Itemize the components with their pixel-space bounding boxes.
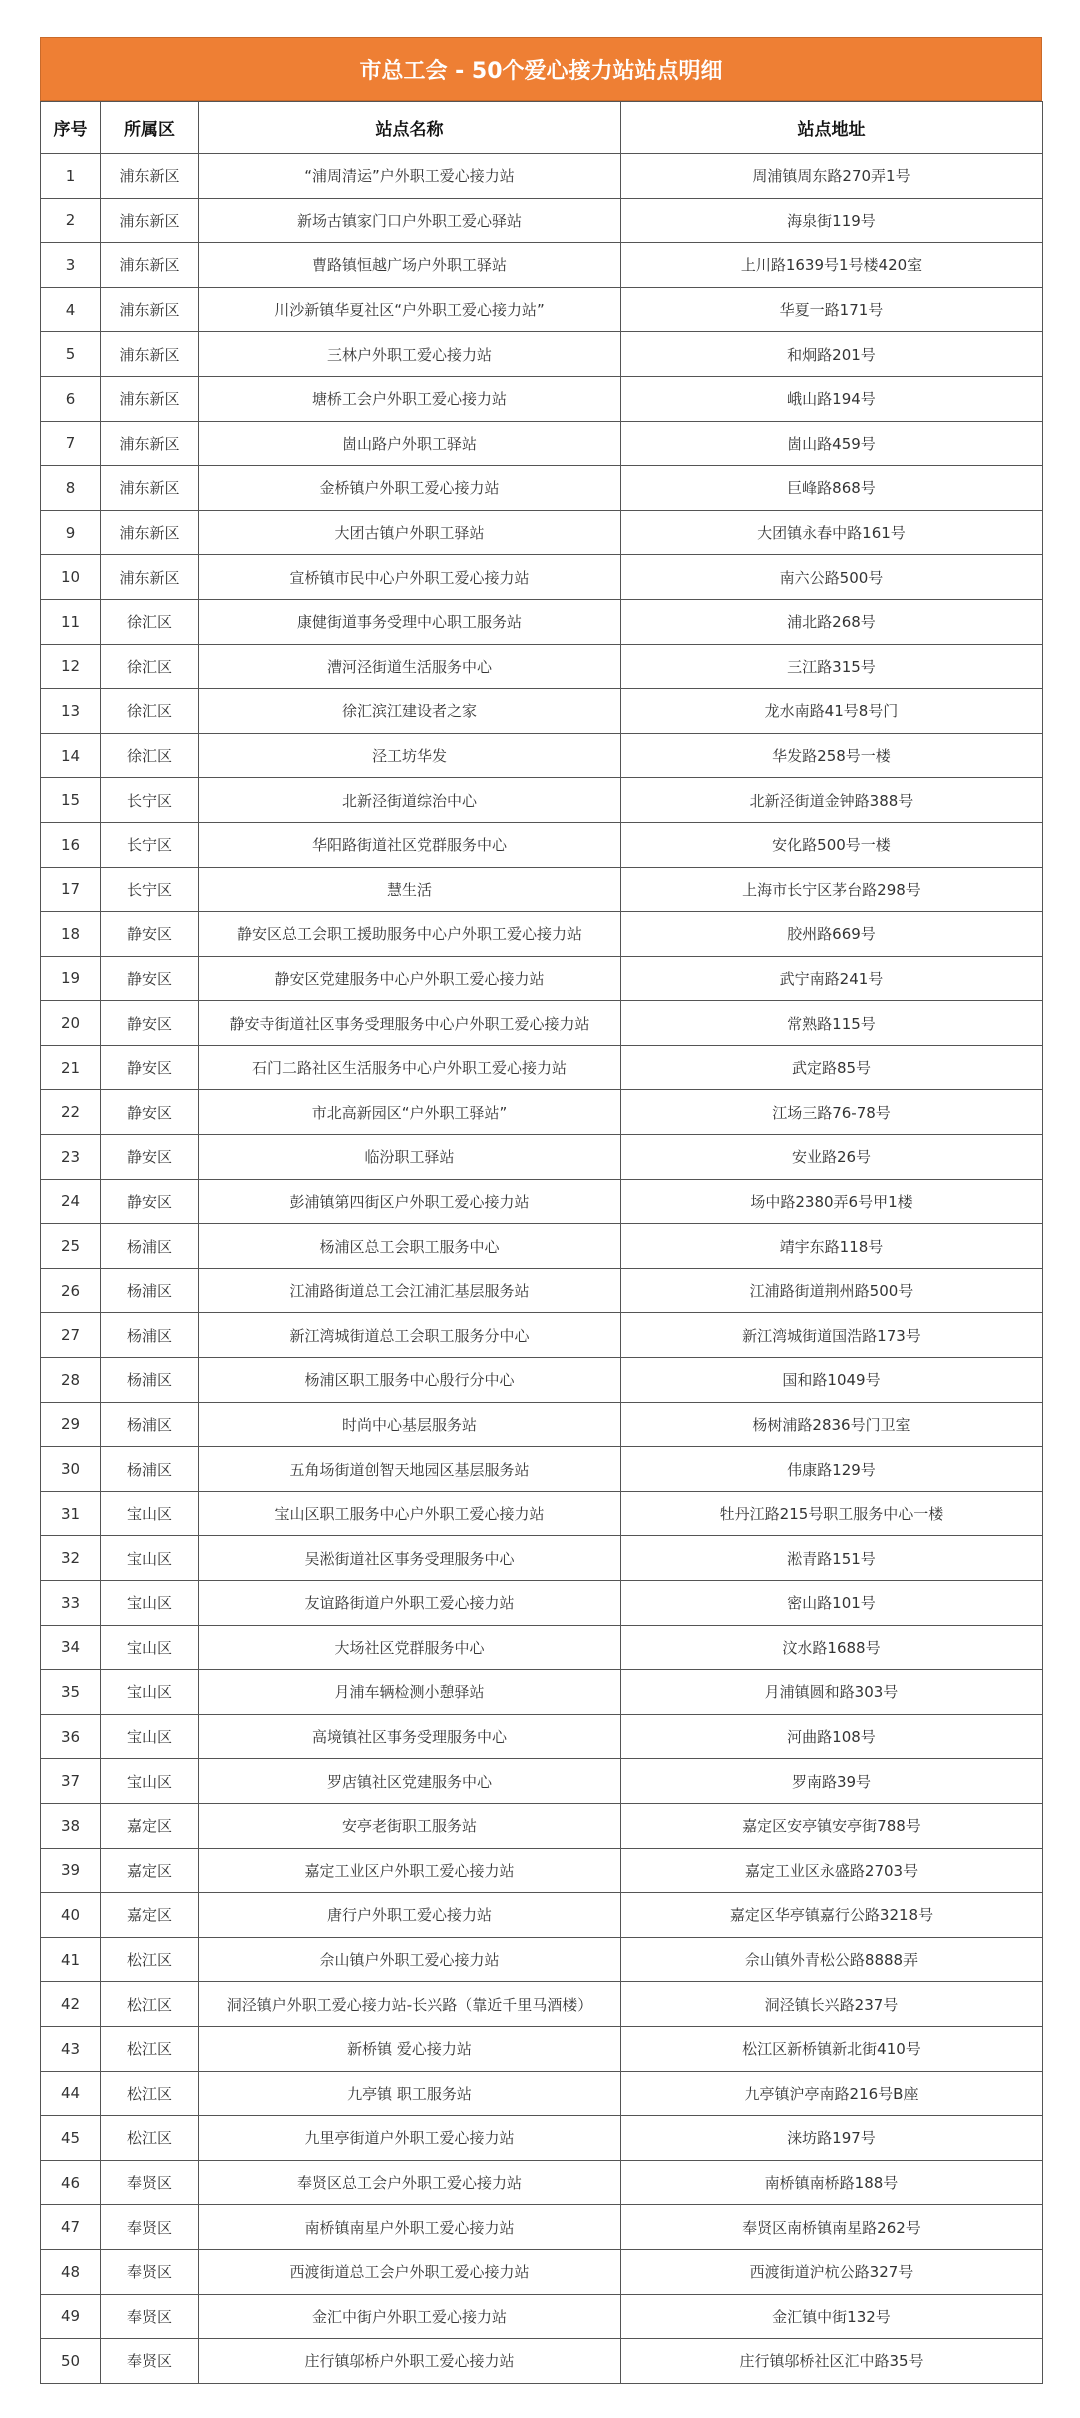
header-row (41, 102, 1043, 154)
row-station-name: 徐汇滨江建设者之家 (199, 689, 621, 734)
row-index: 7 (41, 421, 101, 466)
row-index: 23 (41, 1135, 101, 1180)
row-station-name: 时尚中心基层服务站 (199, 1402, 621, 1447)
row-district: 宝山区 (101, 1670, 199, 1715)
row-district: 嘉定区 (101, 1848, 199, 1893)
row-station-address: 汶水路1688号 (621, 1625, 1043, 1670)
row-district: 静安区 (101, 912, 199, 957)
row-station-name: 洞泾镇户外职工爱心接力站-长兴路（靠近千里马酒楼） (199, 1982, 621, 2027)
row-station-name: 彭浦镇第四街区户外职工爱心接力站 (199, 1179, 621, 1224)
row-station-name: 新桥镇 爱心接力站 (199, 2026, 621, 2071)
row-district: 宝山区 (101, 1491, 199, 1536)
row-index: 24 (41, 1179, 101, 1224)
row-district: 宝山区 (101, 1536, 199, 1581)
row-station-address: 三江路315号 (621, 644, 1043, 689)
row-station-name: 高境镇社区事务受理服务中心 (199, 1714, 621, 1759)
row-index: 27 (41, 1313, 101, 1358)
row-station-name: 庄行镇邬桥户外职工爱心接力站 (199, 2339, 621, 2384)
table-row (41, 778, 1043, 823)
row-district: 浦东新区 (101, 154, 199, 199)
row-station-address: 场中路2380弄6号甲1楼 (621, 1179, 1043, 1224)
row-station-name: 杨浦区职工服务中心殷行分中心 (199, 1358, 621, 1403)
row-station-address: 庄行镇邬桥社区汇中路35号 (621, 2339, 1043, 2384)
header-district: 所属区 (101, 102, 199, 154)
row-index: 21 (41, 1045, 101, 1090)
row-index: 16 (41, 822, 101, 867)
table-row (41, 1358, 1043, 1403)
row-district: 长宁区 (101, 778, 199, 823)
row-district: 宝山区 (101, 1581, 199, 1626)
row-index: 6 (41, 376, 101, 421)
table-row (41, 510, 1043, 555)
table-row (41, 1536, 1043, 1581)
row-station-name: 唐行户外职工爱心接力站 (199, 1893, 621, 1938)
row-station-name: 五角场街道创智天地园区基层服务站 (199, 1447, 621, 1492)
row-station-address: 崮山路459号 (621, 421, 1043, 466)
row-station-name: 大团古镇户外职工驿站 (199, 510, 621, 555)
row-station-name: 佘山镇户外职工爱心接力站 (199, 1937, 621, 1982)
row-index: 18 (41, 912, 101, 957)
table-row (41, 1803, 1043, 1848)
table-body (41, 154, 1043, 2384)
table-row (41, 1714, 1043, 1759)
row-station-address: 和炯路201号 (621, 332, 1043, 377)
row-index: 29 (41, 1402, 101, 1447)
row-station-name: 市北高新园区“户外职工驿站” (199, 1090, 621, 1135)
row-station-address: 浦北路268号 (621, 599, 1043, 644)
row-district: 长宁区 (101, 867, 199, 912)
table-row (41, 243, 1043, 288)
row-index: 26 (41, 1268, 101, 1313)
row-district: 奉贤区 (101, 2294, 199, 2339)
table-row (41, 2116, 1043, 2161)
row-index: 34 (41, 1625, 101, 1670)
row-station-address: 密山路101号 (621, 1581, 1043, 1626)
table-row (41, 1625, 1043, 1670)
row-index: 45 (41, 2116, 101, 2161)
table-row (41, 2339, 1043, 2384)
row-station-address: 嘉定区安亭镇安亭街788号 (621, 1803, 1043, 1848)
row-station-address: 月浦镇圆和路303号 (621, 1670, 1043, 1715)
table-row (41, 332, 1043, 377)
row-station-address: 佘山镇外青松公路8888弄 (621, 1937, 1043, 1982)
row-station-address: 涞坊路197号 (621, 2116, 1043, 2161)
row-station-address: 靖宇东路118号 (621, 1224, 1043, 1269)
table-row (41, 198, 1043, 243)
row-station-name: 友谊路街道户外职工爱心接力站 (199, 1581, 621, 1626)
header-name: 站点名称 (199, 102, 621, 154)
row-station-address: 伟康路129号 (621, 1447, 1043, 1492)
row-station-name: 九里亭街道户外职工爱心接力站 (199, 2116, 621, 2161)
row-station-name: 静安寺街道社区事务受理服务中心户外职工爱心接力站 (199, 1001, 621, 1046)
row-district: 松江区 (101, 2116, 199, 2161)
row-station-address: 常熟路115号 (621, 1001, 1043, 1046)
table-row (41, 1313, 1043, 1358)
row-station-address: 江浦路街道荆州路500号 (621, 1268, 1043, 1313)
row-station-address: 龙水南路41号8号门 (621, 689, 1043, 734)
header-address: 站点地址 (621, 102, 1043, 154)
row-station-address: 西渡街道沪杭公路327号 (621, 2249, 1043, 2294)
table-row (41, 956, 1043, 1001)
row-index: 31 (41, 1491, 101, 1536)
row-station-name: 崮山路户外职工驿站 (199, 421, 621, 466)
row-district: 杨浦区 (101, 1358, 199, 1403)
row-index: 22 (41, 1090, 101, 1135)
station-list-sheet (40, 37, 1042, 2384)
row-index: 5 (41, 332, 101, 377)
row-station-name: 塘桥工会户外职工爱心接力站 (199, 376, 621, 421)
table-row (41, 2026, 1043, 2071)
row-station-address: 武定路85号 (621, 1045, 1043, 1090)
row-station-address: 洞泾镇长兴路237号 (621, 1982, 1043, 2027)
row-station-name: 川沙新镇华夏社区“户外职工爱心接力站” (199, 287, 621, 332)
row-district: 静安区 (101, 956, 199, 1001)
row-district: 浦东新区 (101, 555, 199, 600)
table-row (41, 2249, 1043, 2294)
table-row (41, 1224, 1043, 1269)
row-index: 49 (41, 2294, 101, 2339)
row-station-address: 国和路1049号 (621, 1358, 1043, 1403)
row-station-name: 新江湾城街道总工会职工服务分中心 (199, 1313, 621, 1358)
row-station-name: 罗店镇社区党建服务中心 (199, 1759, 621, 1804)
row-index: 14 (41, 733, 101, 778)
row-district: 松江区 (101, 1937, 199, 1982)
row-station-address: 金汇镇中街132号 (621, 2294, 1043, 2339)
table-row (41, 1893, 1043, 1938)
station-table (40, 101, 1043, 2384)
row-index: 19 (41, 956, 101, 1001)
table-row (41, 1090, 1043, 1135)
row-station-address: 安业路26号 (621, 1135, 1043, 1180)
row-station-name: 三林户外职工爱心接力站 (199, 332, 621, 377)
row-station-address: 北新泾街道金钟路388号 (621, 778, 1043, 823)
row-index: 40 (41, 1893, 101, 1938)
row-station-name: 静安区总工会职工援助服务中心户外职工爱心接力站 (199, 912, 621, 957)
row-station-name: 九亭镇 职工服务站 (199, 2071, 621, 2116)
table-row (41, 555, 1043, 600)
table-row (41, 1759, 1043, 1804)
row-district: 杨浦区 (101, 1224, 199, 1269)
row-district: 奉贤区 (101, 2339, 199, 2384)
table-row (41, 1491, 1043, 1536)
row-station-address: 南桥镇南桥路188号 (621, 2160, 1043, 2205)
row-index: 32 (41, 1536, 101, 1581)
row-station-address: 九亭镇沪亭南路216号B座 (621, 2071, 1043, 2116)
row-station-address: 牡丹江路215号职工服务中心一楼 (621, 1491, 1043, 1536)
row-index: 44 (41, 2071, 101, 2116)
row-index: 4 (41, 287, 101, 332)
row-index: 1 (41, 154, 101, 199)
row-index: 3 (41, 243, 101, 288)
row-station-name: 新场古镇家门口户外职工爱心驿站 (199, 198, 621, 243)
row-district: 徐汇区 (101, 599, 199, 644)
table-row (41, 822, 1043, 867)
row-index: 35 (41, 1670, 101, 1715)
row-station-address: 南六公路500号 (621, 555, 1043, 600)
row-station-name: 静安区党建服务中心户外职工爱心接力站 (199, 956, 621, 1001)
row-index: 11 (41, 599, 101, 644)
row-station-address: 华发路258号一楼 (621, 733, 1043, 778)
row-district: 松江区 (101, 1982, 199, 2027)
table-row (41, 2071, 1043, 2116)
row-index: 46 (41, 2160, 101, 2205)
row-district: 静安区 (101, 1045, 199, 1090)
row-station-name: 漕河泾街道生活服务中心 (199, 644, 621, 689)
table-row (41, 1982, 1043, 2027)
row-station-address: 淞青路151号 (621, 1536, 1043, 1581)
row-index: 9 (41, 510, 101, 555)
row-district: 浦东新区 (101, 466, 199, 511)
row-station-name: 西渡街道总工会户外职工爱心接力站 (199, 2249, 621, 2294)
row-station-address: 峨山路194号 (621, 376, 1043, 421)
row-district: 浦东新区 (101, 421, 199, 466)
row-district: 杨浦区 (101, 1402, 199, 1447)
table-row (41, 1001, 1043, 1046)
table-row (41, 1268, 1043, 1313)
row-district: 宝山区 (101, 1759, 199, 1804)
row-district: 长宁区 (101, 822, 199, 867)
row-index: 25 (41, 1224, 101, 1269)
table-row (41, 1179, 1043, 1224)
table-row (41, 1447, 1043, 1492)
row-index: 39 (41, 1848, 101, 1893)
row-station-name: 石门二路社区生活服务中心户外职工爱心接力站 (199, 1045, 621, 1090)
row-station-name: 康健街道事务受理中心职工服务站 (199, 599, 621, 644)
row-index: 15 (41, 778, 101, 823)
row-station-name: 奉贤区总工会户外职工爱心接力站 (199, 2160, 621, 2205)
row-station-address: 新江湾城街道国浩路173号 (621, 1313, 1043, 1358)
row-district: 浦东新区 (101, 376, 199, 421)
table-row (41, 689, 1043, 734)
row-station-name: 宣桥镇市民中心户外职工爱心接力站 (199, 555, 621, 600)
row-station-address: 周浦镇周东路270弄1号 (621, 154, 1043, 199)
table-row (41, 1937, 1043, 1982)
table-row (41, 421, 1043, 466)
row-station-name: 江浦路街道总工会江浦汇基层服务站 (199, 1268, 621, 1313)
row-index: 42 (41, 1982, 101, 2027)
row-index: 33 (41, 1581, 101, 1626)
row-index: 43 (41, 2026, 101, 2071)
row-station-address: 海泉街119号 (621, 198, 1043, 243)
table-row (41, 376, 1043, 421)
table-row (41, 2160, 1043, 2205)
row-index: 10 (41, 555, 101, 600)
table-row (41, 2205, 1043, 2250)
row-index: 12 (41, 644, 101, 689)
row-index: 47 (41, 2205, 101, 2250)
row-index: 38 (41, 1803, 101, 1848)
row-station-address: 大团镇永春中路161号 (621, 510, 1043, 555)
row-index: 37 (41, 1759, 101, 1804)
row-station-name: 北新泾街道综治中心 (199, 778, 621, 823)
row-station-name: 慧生活 (199, 867, 621, 912)
row-district: 杨浦区 (101, 1447, 199, 1492)
table-row (41, 2294, 1043, 2339)
row-index: 28 (41, 1358, 101, 1403)
table-row (41, 599, 1043, 644)
row-district: 奉贤区 (101, 2205, 199, 2250)
table-row (41, 1581, 1043, 1626)
row-district: 宝山区 (101, 1714, 199, 1759)
row-index: 20 (41, 1001, 101, 1046)
row-station-name: “浦周清运”户外职工爱心接力站 (199, 154, 621, 199)
row-station-name: 杨浦区总工会职工服务中心 (199, 1224, 621, 1269)
row-station-name: 吴淞街道社区事务受理服务中心 (199, 1536, 621, 1581)
row-district: 静安区 (101, 1135, 199, 1180)
table-title: 市总工会 - 50个爱心接力站站点明细 (40, 37, 1042, 101)
row-district: 宝山区 (101, 1625, 199, 1670)
row-district: 嘉定区 (101, 1803, 199, 1848)
table-row (41, 912, 1043, 957)
row-district: 静安区 (101, 1001, 199, 1046)
row-station-address: 华夏一路171号 (621, 287, 1043, 332)
row-district: 浦东新区 (101, 510, 199, 555)
row-station-address: 安化路500号一楼 (621, 822, 1043, 867)
table-row (41, 1402, 1043, 1447)
row-index: 41 (41, 1937, 101, 1982)
row-station-address: 上海市长宁区茅台路298号 (621, 867, 1043, 912)
row-station-name: 安亭老街职工服务站 (199, 1803, 621, 1848)
table-row (41, 733, 1043, 778)
row-station-address: 江场三路76-78号 (621, 1090, 1043, 1135)
row-district: 徐汇区 (101, 733, 199, 778)
row-index: 50 (41, 2339, 101, 2384)
row-station-name: 曹路镇恒越广场户外职工驿站 (199, 243, 621, 288)
row-district: 徐汇区 (101, 689, 199, 734)
row-index: 48 (41, 2249, 101, 2294)
row-station-name: 华阳路街道社区党群服务中心 (199, 822, 621, 867)
row-district: 静安区 (101, 1090, 199, 1135)
table-row (41, 1670, 1043, 1715)
row-district: 杨浦区 (101, 1268, 199, 1313)
row-station-address: 嘉定工业区永盛路2703号 (621, 1848, 1043, 1893)
header-index: 序号 (41, 102, 101, 154)
row-index: 8 (41, 466, 101, 511)
row-index: 30 (41, 1447, 101, 1492)
table-row (41, 287, 1043, 332)
row-district: 浦东新区 (101, 198, 199, 243)
row-station-address: 河曲路108号 (621, 1714, 1043, 1759)
row-station-name: 宝山区职工服务中心户外职工爱心接力站 (199, 1491, 621, 1536)
row-station-address: 武宁南路241号 (621, 956, 1043, 1001)
row-district: 奉贤区 (101, 2249, 199, 2294)
row-station-name: 嘉定工业区户外职工爱心接力站 (199, 1848, 621, 1893)
row-district: 杨浦区 (101, 1313, 199, 1358)
row-station-address: 胶州路669号 (621, 912, 1043, 957)
row-station-name: 临汾职工驿站 (199, 1135, 621, 1180)
row-index: 2 (41, 198, 101, 243)
row-district: 松江区 (101, 2071, 199, 2116)
table-row (41, 1045, 1043, 1090)
row-station-address: 松江区新桥镇新北街410号 (621, 2026, 1043, 2071)
row-station-name: 金桥镇户外职工爱心接力站 (199, 466, 621, 511)
row-district: 徐汇区 (101, 644, 199, 689)
row-station-name: 泾工坊华发 (199, 733, 621, 778)
row-station-address: 杨树浦路2836号门卫室 (621, 1402, 1043, 1447)
table-row (41, 154, 1043, 199)
row-station-name: 南桥镇南星户外职工爱心接力站 (199, 2205, 621, 2250)
row-station-name: 大场社区党群服务中心 (199, 1625, 621, 1670)
row-district: 松江区 (101, 2026, 199, 2071)
row-district: 奉贤区 (101, 2160, 199, 2205)
row-district: 静安区 (101, 1179, 199, 1224)
row-station-address: 上川路1639号1号楼420室 (621, 243, 1043, 288)
row-district: 浦东新区 (101, 243, 199, 288)
row-index: 36 (41, 1714, 101, 1759)
row-district: 嘉定区 (101, 1893, 199, 1938)
row-district: 浦东新区 (101, 287, 199, 332)
row-station-address: 嘉定区华亭镇嘉行公路3218号 (621, 1893, 1043, 1938)
row-station-name: 金汇中街户外职工爱心接力站 (199, 2294, 621, 2339)
row-station-address: 罗南路39号 (621, 1759, 1043, 1804)
table-row (41, 1848, 1043, 1893)
table-row (41, 466, 1043, 511)
row-index: 17 (41, 867, 101, 912)
row-district: 浦东新区 (101, 332, 199, 377)
table-row (41, 867, 1043, 912)
row-station-name: 月浦车辆检测小憩驿站 (199, 1670, 621, 1715)
row-index: 13 (41, 689, 101, 734)
row-station-address: 奉贤区南桥镇南星路262号 (621, 2205, 1043, 2250)
table-row (41, 644, 1043, 689)
row-station-address: 巨峰路868号 (621, 466, 1043, 511)
table-row (41, 1135, 1043, 1180)
